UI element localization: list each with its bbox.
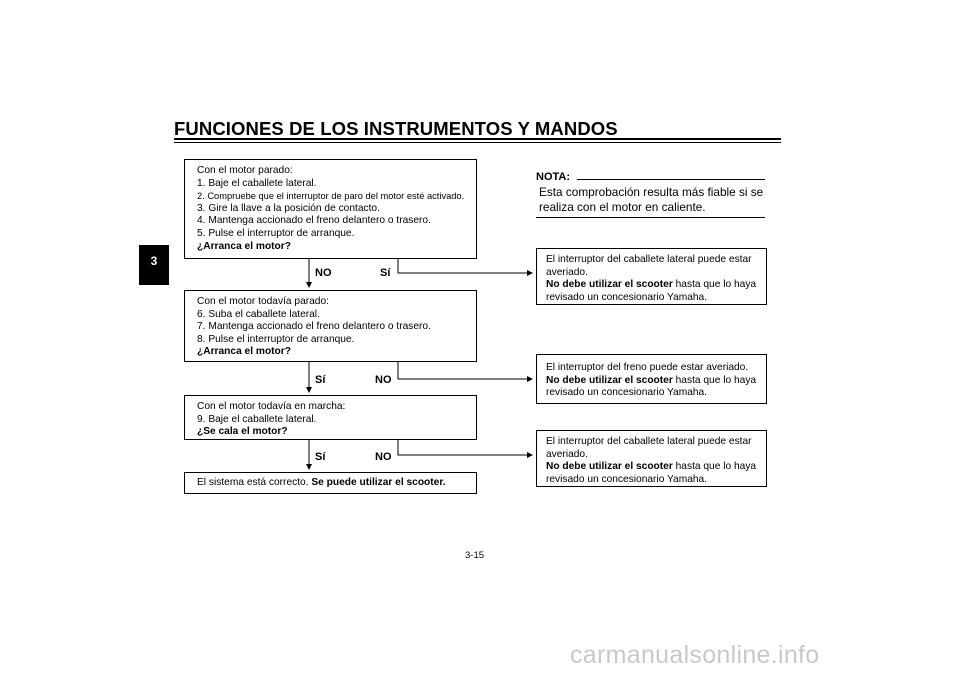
- box2-line: Con el motor todavía parado:: [197, 296, 329, 307]
- step-box-3: [184, 395, 477, 440]
- step-box-1: [184, 159, 477, 259]
- result3-warning: No debe utilizar el scooter: [546, 461, 673, 473]
- result2-line: El interruptor del freno puede estar averiado.: [546, 362, 749, 373]
- box2-line: 8. Pulse el interruptor de arranque.: [197, 333, 355, 345]
- branch2-right-label: NO: [375, 374, 392, 386]
- branch1-right-label: Sí: [380, 267, 391, 279]
- watermark[interactable]: carmanualsonline.info: [570, 641, 820, 669]
- box3-question: ¿Se cala el motor?: [197, 426, 288, 438]
- nota-text: Esta comprobación resulta más fiable si se realiza con el motor en caliente.: [539, 185, 764, 214]
- box1-line: 1. Baje el caballete lateral.: [197, 177, 317, 189]
- box4-bold-text: Se puede utilizar el scooter.: [311, 477, 446, 488]
- result3-line: averiado.: [546, 448, 588, 460]
- branch1-left-label: NO: [315, 267, 332, 279]
- box1-line: 3. Gire la llave a la posición de contacto.: [197, 202, 380, 214]
- result-box-1: [536, 248, 767, 305]
- result1-warning: No debe utilizar el scooter: [546, 279, 673, 291]
- result1-rest2: revisado un concesionario Yamaha.: [546, 291, 708, 303]
- box1-line: 2. Compruebe que el interruptor de paro del motor esté activado.: [197, 191, 465, 202]
- result2-rest: hasta que lo haya: [672, 374, 757, 386]
- step-box-4: [184, 472, 477, 494]
- box2-line: 7. Mantenga accionado el freno delantero o trasero.: [197, 321, 431, 333]
- result1-line: averiado.: [546, 266, 588, 278]
- chapter-tab: 3: [139, 245, 169, 285]
- box3-line: 9. Baje el caballete lateral.: [197, 413, 317, 425]
- box1-line: 5. Pulse el interruptor de arranque.: [197, 227, 355, 239]
- branch3-left-label: Sí: [315, 451, 326, 463]
- result-box-2: [536, 354, 767, 404]
- result3-line: El interruptor del caballete lateral puede estar: [546, 436, 752, 447]
- nota-label: NOTA:: [536, 171, 571, 183]
- page-title: FUNCIONES DE LOS INSTRUMENTOS Y MANDOS: [174, 118, 618, 139]
- box1-question: ¿Arranca el motor?: [197, 240, 291, 252]
- box4-text: El sistema está correcto.: [197, 477, 309, 488]
- box2-line: 6. Suba el caballete lateral.: [197, 308, 320, 320]
- step-box-2: [184, 290, 477, 362]
- box3-line: Con el motor todavía en marcha:: [197, 401, 346, 412]
- result3-rest2: revisado un concesionario Yamaha.: [546, 473, 708, 485]
- nota-rule-bottom: [536, 217, 765, 218]
- result2-warning: No debe utilizar el scooter: [546, 374, 673, 386]
- box1-line: Con el motor parado:: [197, 165, 293, 176]
- nota-rule-top: [577, 179, 765, 180]
- box2-question: ¿Arranca el motor?: [197, 346, 291, 358]
- result3-rest: hasta que lo haya: [672, 461, 757, 473]
- result-box-3: [536, 430, 767, 487]
- branch2-left-label: Sí: [315, 374, 326, 386]
- result2-rest2: revisado un concesionario Yamaha.: [546, 387, 708, 399]
- page-number: 3-15: [465, 550, 485, 561]
- result1-line: El interruptor del caballete lateral puede estar: [546, 254, 752, 265]
- branch3-right-label: NO: [375, 451, 392, 463]
- result1-rest: hasta que lo haya: [672, 279, 757, 291]
- box1-line: 4. Mantenga accionado el freno delantero o trasero.: [197, 215, 431, 227]
